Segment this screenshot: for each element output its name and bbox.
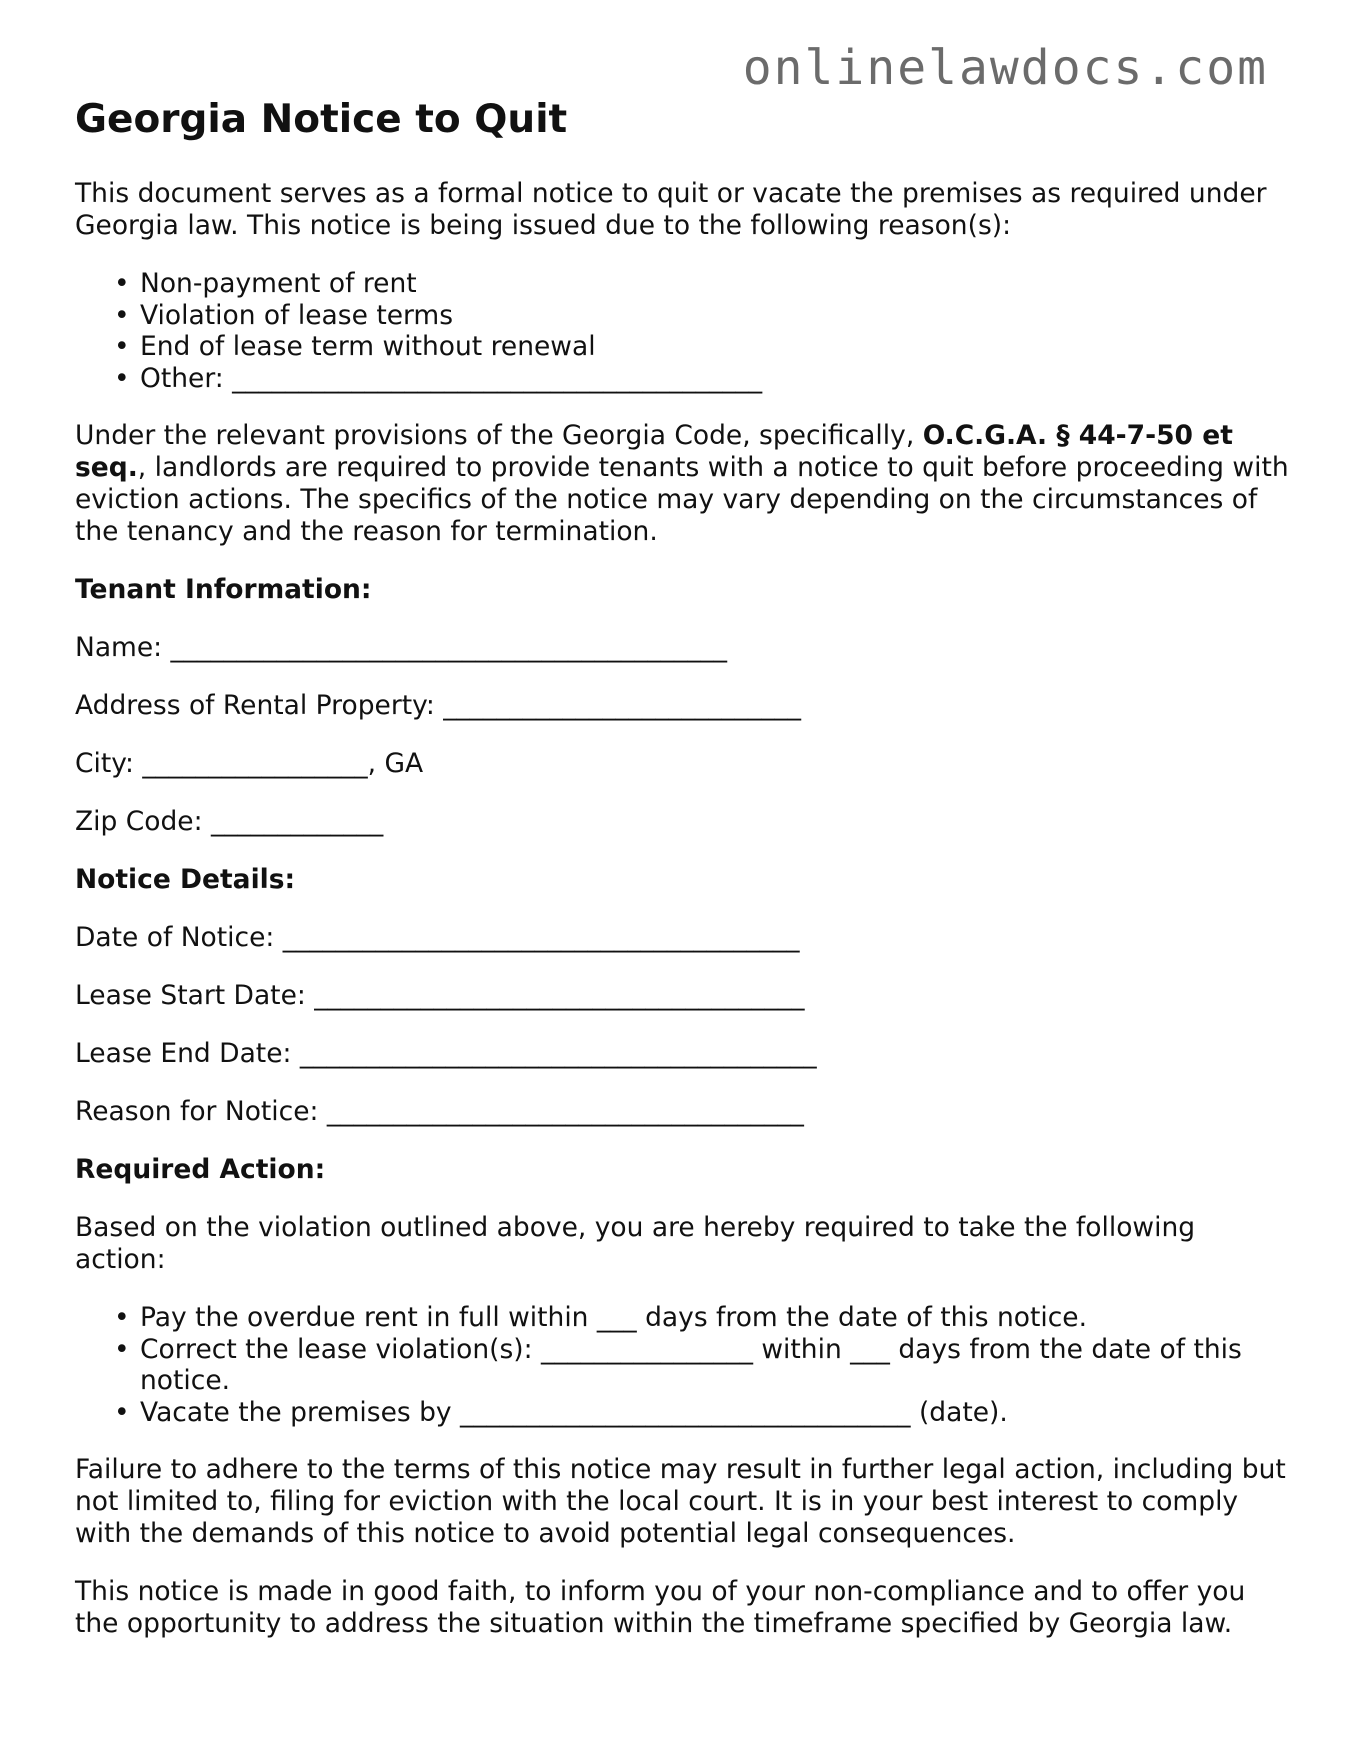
- city-field: City: _________________, GA: [75, 748, 424, 779]
- action-item: • Correct the lease violation(s): ________________ within ___ days from the date of this notice.: [140, 1334, 1290, 1397]
- notice-details-heading: Notice Details:: [75, 864, 296, 895]
- reason-item-other: • Other: ________________________________________: [140, 363, 1290, 395]
- document-page: [75, 90, 1290, 1640]
- watermark: onlinelawdocs.com: [742, 40, 1268, 96]
- failure-paragraph: Failure to adhere to the terms of this notice may result in further legal action, including but not limited to, filing for eviction with the local court. It is in your best interest to comply with the demands of this notice to avoid potential legal consequences.: [75, 1454, 1286, 1549]
- tenant-info-heading: Tenant Information:: [75, 574, 372, 605]
- reason-item: • Violation of lease terms: [140, 300, 1290, 332]
- provisions-text-before: Under the relevant provisions of the Georgia Code, specifically,: [75, 420, 923, 451]
- required-actions-list: [75, 1302, 1290, 1428]
- reasons-list: [75, 268, 1290, 394]
- action-item: • Vacate the premises by __________________________________ (date).: [140, 1397, 1290, 1429]
- reason-item: • End of lease term without renewal: [140, 331, 1290, 363]
- code-citation: O.C.G.A. § 44-7-50 et seq.: [75, 420, 1233, 483]
- required-action-heading: Required Action:: [75, 1154, 326, 1185]
- provisions-text-after: , landlords are required to provide tenants with a notice to quit before proceeding with eviction actions. The specifics of the notice may vary depending on the circumstances of the tenancy and the reason for termination.: [75, 452, 1289, 547]
- lease-start-date-field: Lease Start Date: _____________________________________: [75, 980, 805, 1011]
- action-item: • Pay the overdue rent in full within ___ days from the date of this notice.: [140, 1302, 1290, 1334]
- lease-end-date-field: Lease End Date: _______________________________________: [75, 1038, 817, 1069]
- document-title: Georgia Notice to Quit: [75, 97, 568, 142]
- provisions-paragraph: [75, 420, 1290, 548]
- required-action-intro: Based on the violation outlined above, you are hereby required to take the following action:: [75, 1212, 1196, 1275]
- intro-paragraph: This document serves as a formal notice to quit or vacate the premises as required under Georgia law. This notice is being issued due to the following reason(s):: [75, 178, 1267, 241]
- reason-for-notice-field: Reason for Notice: ____________________________________: [75, 1096, 804, 1127]
- reason-item: • Non-payment of rent: [140, 268, 1290, 300]
- good-faith-paragraph: This notice is made in good faith, to inform you of your non-compliance and to offer you the opportunity to address the situation within the timeframe specified by Georgia law.: [75, 1576, 1246, 1639]
- zip-code-field: Zip Code: _____________: [75, 806, 384, 837]
- rental-address-field: Address of Rental Property: ___________________________: [75, 690, 801, 721]
- date-of-notice-field: Date of Notice: _______________________________________: [75, 922, 800, 953]
- tenant-name-field: Name: __________________________________________: [75, 632, 728, 663]
